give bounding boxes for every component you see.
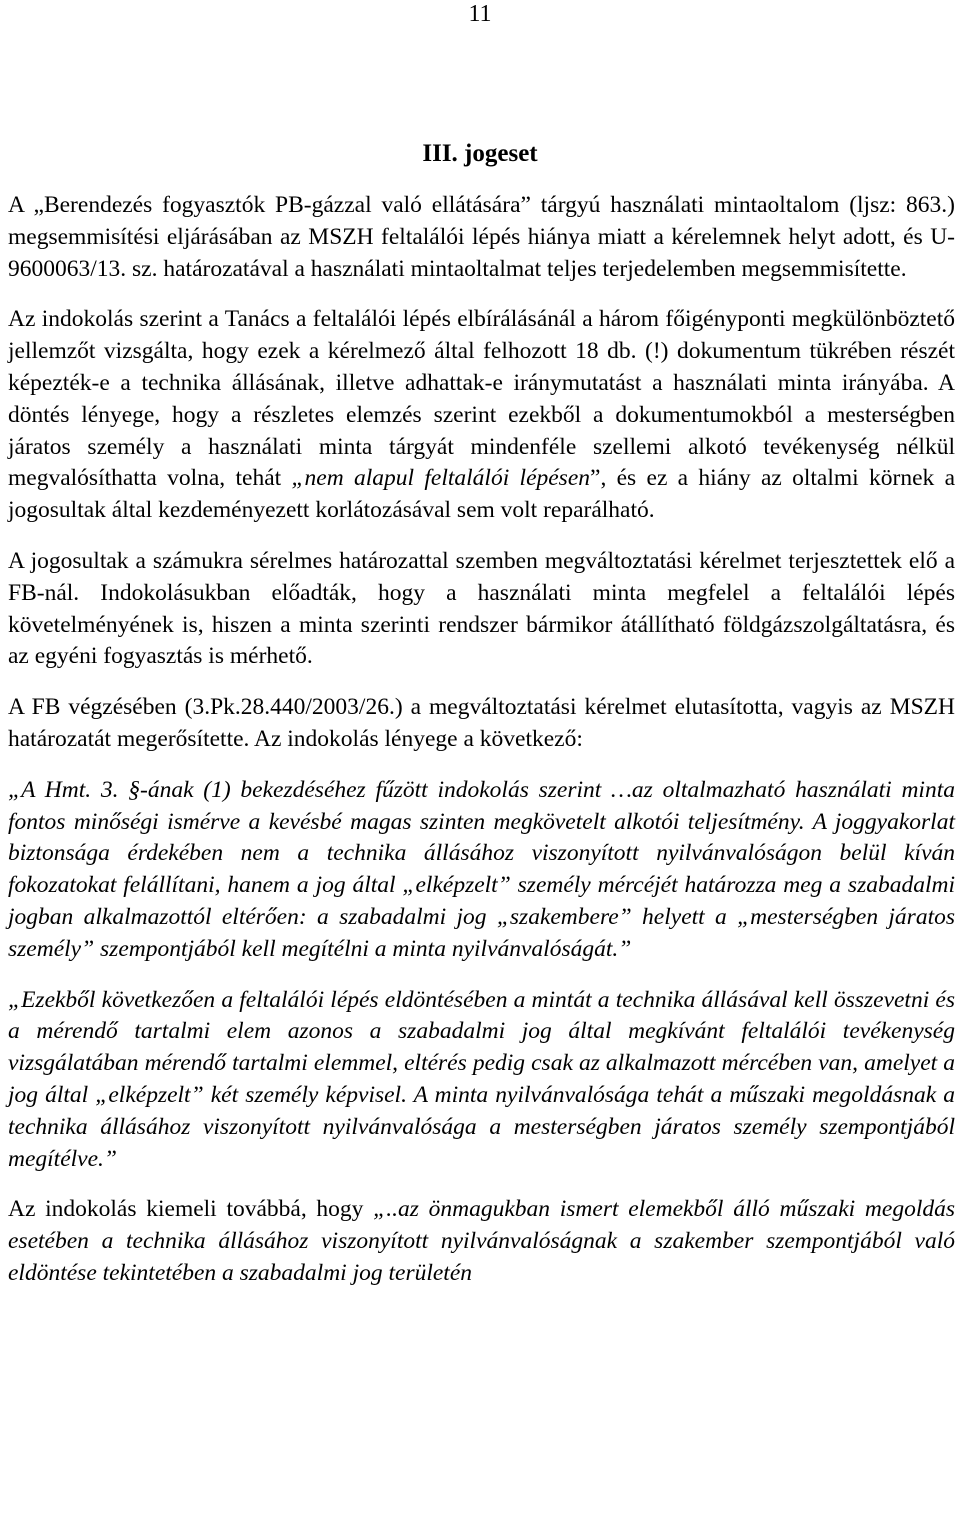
- quote-court-reasoning-1: „A Hmt. 3. §-ának (1) bekezdéséhez fűzött indokolás szerint …az oltalmazható használati minta fontos minőségi ismérve a kevésbé magas szinten megkövetelt alkotói teljesítmény. A joggyakorlat biztonsága érdekében nem a technika állásához viszonyított nyilvánvalóságon belül kíván fokozatokat felállítani, hanem a jog által „elképzelt” személy mércéjét határozza meg a szabadalmi jogban alkalmazottól eltérően: a szabadalmi jog „szakembere” helyett a „mesterségben járatos személy” szempontjából kell megítélni a minta nyilvánvalóságát.”: [8, 776, 955, 962]
- reasoning-summary: Az indokolás szerint a Tanács a feltalálói lépés elbírálásánál a három főigényponti megkülönböztető jellemzőt vizsgálta, hogy ezek a kérelmező által felhozott 18 db. (!) dokumentum tükrében részét képezték-e a technika állásának, illetve adhattak-e iránymutatást a használati minta irányába.: [8, 306, 955, 396]
- paragraph-reasoning: [8, 304, 955, 527]
- quote-court-reasoning-2: „Ezekből következően a feltalálói lépés eldöntésében a mintát a technika állásával kell összevetni és a mérendő tartalmi elem azonos a szabadalmi jog által megkívánt feltalálói tevékenység vizsgálatában mérendő tartalmi elemmel, eltérés pedig csak az alkalmazott mércében van, amelyet a jog által „elképzelt” két személy képvisel. A minta nyilvánvalósága tehát a műszaki megoldásnak a technika állásához viszonyított nyilvánvalósága a mesterségben járatos személy szempontjából megítélve.”: [8, 986, 955, 1172]
- case-heading: III. jogeset: [422, 140, 538, 167]
- document-body: [8, 190, 955, 1290]
- decision-essence: A döntés lényege, hogy a részletes elemzés szerint ezekből a dokumentumokból a mesterségben járatos személy a használati minta tárgyát mindenféle szellemi alkotó tevékenység nélkül megvalósíthatta volna, tehát: [8, 369, 955, 492]
- further-reasoning-lead: Az indokolás kiemeli továbbá, hogy: [8, 1196, 374, 1223]
- paragraph-further-reasoning: [8, 1194, 955, 1289]
- emphasis-no-inventive-step: „nem alapul feltalálói lépésen: [291, 465, 591, 492]
- decision-conclusion: ”, és ez a hiány az oltalmi körnek a jogosultak által kezdeményezett korlátozásával sem volt reparálható.: [8, 465, 955, 524]
- page-number: 11: [468, 1, 492, 27]
- paragraph-court-order: A FB végzésében (3.Pk.28.440/2003/26.) a megváltoztatási kérelmet elutasította, vagyis az MSZH határozatát megerősítette. Az indokolás lényege a következő:: [8, 694, 955, 752]
- paragraph-intro: A „Berendezés fogyasztók PB-gázzal való ellátására” tárgyú használati mintaoltalom (ljsz: 863.) megsemmisítési eljárásában az MSZH feltalálói lépés hiánya miatt a kérelemnek helyt adott, és U-9600063/13. sz. határozatával a használati mintaoltalmat teljes terjedelemben megsemmisítette.: [8, 192, 955, 282]
- further-reasoning-quote: „..az önmagukban ismert elemekből álló műszaki megoldás esetében a technika állásához viszonyított nyilvánvalóságnak a szakember szempontjából való eldöntése tekintetében a szabadalmi jog területén: [8, 1196, 955, 1286]
- paragraph-appeal: A jogosultak a számukra sérelmes határozattal szemben megváltoztatási kérelmet terjesztettek elő a FB-nál. Indokolásukban előadták, hogy a használati minta megfelel a feltalálói lépés követelményének is, hiszen a minta szerinti rendszer bármikor átállítható földgázszolgáltatásra, és az egyéni fogyasztás is mérhető.: [8, 547, 955, 670]
